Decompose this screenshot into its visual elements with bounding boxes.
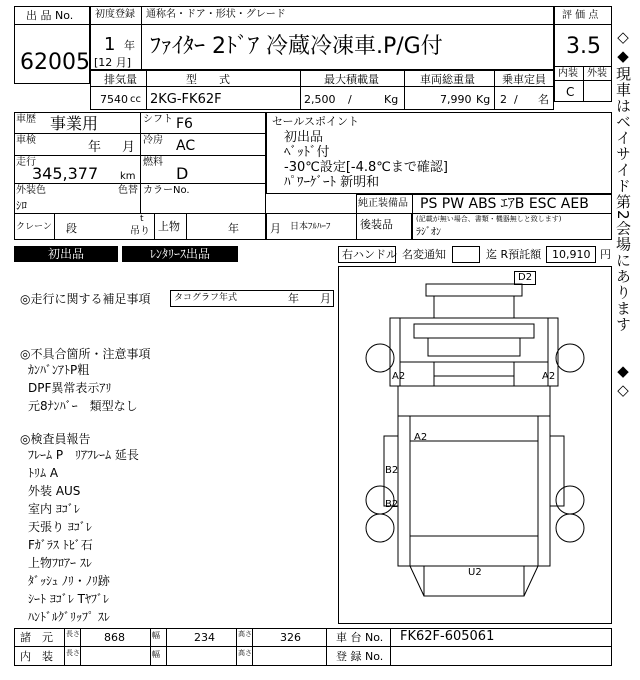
length-label-row2: 長さ — [66, 649, 80, 657]
history-label: 車歴 — [16, 114, 36, 125]
steering-value: 右ハンドル — [342, 248, 397, 261]
model-name: ﾌｧｲﾀｰ 2ﾄﾞｱ 冷蔵冷凍車.P/G付 — [150, 34, 443, 59]
defect-item: DPF異常表示ｱﾘ — [28, 381, 112, 395]
badge-rental-lease: ﾚﾝﾀﾘｰｽ出品 — [122, 246, 238, 262]
color-label: 外装色 — [16, 185, 46, 196]
inspector-item: ﾊﾝﾄﾞﾙｸﾞﾘｯﾌﾟ ｽﾚ — [28, 610, 110, 624]
height-value: 326 — [280, 631, 301, 644]
crane-hook: 吊り — [130, 226, 150, 237]
inspector-item: ﾌﾚｰﾑ P ﾘｱﾌﾚｰﾑ 延長 — [28, 448, 139, 462]
crane-ton: t — [140, 214, 144, 224]
damage-mark-b2-lower: B2 — [385, 499, 399, 510]
color-no-label: 色替 — [118, 185, 138, 196]
exterior-label: 外装 — [587, 68, 607, 79]
load-label: 最大積載量 — [324, 73, 379, 86]
damage-mark-u2: U2 — [468, 567, 482, 578]
upper-label: 上物 — [158, 220, 180, 233]
model-code-label: 型 式 — [186, 73, 230, 86]
color-value: ｼﾛ — [16, 199, 27, 212]
height-label-row2: 高さ — [238, 649, 252, 657]
after-equipment-note: (記載が無い場合、書類・機器無しと致します) — [416, 215, 562, 223]
reg-year-unit: 年 — [124, 39, 135, 52]
mileage-value: 345,377 — [32, 164, 99, 183]
score-label: 評 価 点 — [562, 10, 599, 21]
equipment-value: PS PW ABS ｴｱB ESC AEB — [420, 196, 589, 212]
sales-point-item: ﾊﾟﾜｰｹﾞｰﾄ 新明和 — [284, 175, 380, 190]
upper-month: 月 — [270, 222, 281, 235]
shift-label: シフト — [143, 114, 173, 125]
defect-item: ｶﾝﾊﾞﾝｱﾄP粗 — [28, 363, 90, 377]
width-label-row2: 幅 — [152, 650, 160, 659]
model-label: 通称名・ドア・形状・グレード — [146, 9, 286, 20]
lot-number: 62005 — [20, 50, 90, 75]
upper-year: 年 — [228, 222, 239, 235]
inspector-item: 天張り ﾖｺﾞﾚ — [28, 520, 92, 534]
inspection-year: 年 — [88, 140, 102, 155]
damage-mark-a2-right: A2 — [542, 371, 556, 382]
inspector-item: ﾀﾞｯｼｭ ﾉﾘ・ﾉﾘ跡 — [28, 574, 110, 588]
side-banner-text: 現車はベイサイド第2会場にあります — [614, 66, 632, 333]
ac-value: AC — [176, 138, 196, 154]
name-change-label: 名変通知 — [402, 248, 446, 261]
damage-mark-d2: D2 — [514, 271, 536, 285]
damage-mark-b2-upper: B2 — [385, 465, 399, 476]
mileage-unit: km — [120, 171, 136, 182]
damage-mark-a2-left: A2 — [392, 371, 406, 382]
inspector-item: 室内 ﾖｺﾞﾚ — [28, 502, 80, 516]
chassis-label: 車 台 No. — [336, 631, 384, 644]
sales-point-item: -30℃設定[-4.8℃まで確認] — [284, 160, 448, 175]
capacity-value: 2 — [500, 93, 507, 106]
interior-grade: C — [566, 85, 575, 99]
displacement-unit: cc — [130, 94, 141, 105]
defect-item: 元8ﾅﾝﾊﾞｰ 類型なし — [28, 399, 138, 413]
ac-label: 冷房 — [143, 135, 163, 146]
crane-stage: 段 — [66, 222, 77, 235]
inspector-item: ﾄﾘﾑ A — [28, 466, 59, 480]
supplement-title: ◎走行に関する補足事項 — [20, 292, 151, 306]
sales-point-item: ﾍﾞｯﾄﾞ付 — [284, 145, 330, 160]
load-slash: / — [348, 93, 352, 106]
tax-value: 10,910 — [552, 248, 591, 261]
dims-label: 諸 元 — [20, 631, 53, 644]
badge-first-listing: 初出品 — [14, 246, 118, 262]
tax-unit: 円 — [600, 248, 611, 261]
after-equipment-value: ﾗｼﾞｵﾝ — [416, 227, 441, 238]
interior-label: 内装 — [558, 68, 578, 79]
tacho-month: 月 — [320, 292, 331, 305]
inspector-item: Fｶﾞﾗｽ ﾄﾋﾞ石 — [28, 538, 93, 552]
crane-label: クレーン — [16, 222, 52, 232]
shift-value: F6 — [176, 116, 193, 132]
reg-month: [12 月] — [94, 56, 132, 69]
sales-point-title: セールスポイント — [272, 115, 360, 128]
tacho-year: 年 — [288, 292, 299, 305]
history-value: 事業用 — [50, 114, 99, 133]
width-value: 234 — [194, 631, 215, 644]
displacement-label: 排気量 — [104, 73, 137, 86]
capacity-label: 乗車定員 — [502, 73, 546, 86]
defects-title: ◎不具合箇所・注意事項 — [20, 347, 151, 361]
load-value: 2,500 — [304, 93, 336, 106]
interior-footer-label: 内 装 — [20, 650, 53, 663]
inspection-month: 月 — [122, 140, 136, 155]
name-change-value — [452, 246, 480, 263]
weight-label: 車両総重量 — [420, 73, 475, 86]
color-no-label2: カラーNo. — [143, 185, 190, 196]
displacement-value: 7540 — [100, 93, 128, 106]
mileage-label: 走行 — [16, 157, 36, 168]
inspector-item: 上物ﾌﾛｱｰ ｽﾚ — [28, 556, 92, 570]
fuel-label: 燃料 — [143, 157, 163, 168]
length-value: 868 — [104, 631, 125, 644]
upper-maker: 日本ﾌﾙﾊｰﾌ — [290, 222, 331, 232]
side-banner-bottom: ◆◇ — [614, 362, 632, 400]
inspection-label: 車検 — [16, 135, 36, 146]
fuel-value: D — [176, 164, 189, 183]
after-equipment-label: 後装品 — [360, 218, 393, 231]
reg-label: 初度登録 — [95, 9, 135, 20]
tax-label: 迄 R預託額 — [486, 248, 542, 261]
capacity-unit: 名 — [538, 93, 549, 106]
score-value: 3.5 — [566, 34, 601, 59]
length-label: 長さ — [66, 630, 80, 638]
load-unit: Kg — [384, 93, 399, 106]
side-banner-top: ◇◆ — [614, 28, 632, 66]
inspector-item: ｼｰﾄ ﾖｺﾞﾚ Tﾔﾌﾞﾚ — [28, 592, 109, 606]
tacho-label: タコグラフ年式 — [174, 293, 238, 303]
weight-unit: Kg — [476, 93, 491, 106]
inspector-title: ◎検査員報告 — [20, 432, 91, 446]
reg-year: 1 — [104, 34, 116, 55]
capacity-slash: / — [514, 93, 518, 106]
weight-value: 7,990 — [440, 93, 472, 106]
chassis-value: FK62F-605061 — [400, 629, 495, 644]
height-label: 高さ — [238, 630, 252, 638]
equipment-label: 純正装備品 — [358, 198, 408, 209]
sales-point-item: 初出品 — [284, 130, 324, 145]
width-label: 幅 — [152, 631, 160, 640]
lot-label: 出 品 No. — [26, 9, 74, 22]
inspector-item: 外装 AUS — [28, 484, 81, 498]
registration-label: 登 録 No. — [336, 650, 384, 663]
model-code: 2KG-FK62F — [150, 92, 222, 107]
damage-mark-a2-body: A2 — [414, 432, 428, 443]
